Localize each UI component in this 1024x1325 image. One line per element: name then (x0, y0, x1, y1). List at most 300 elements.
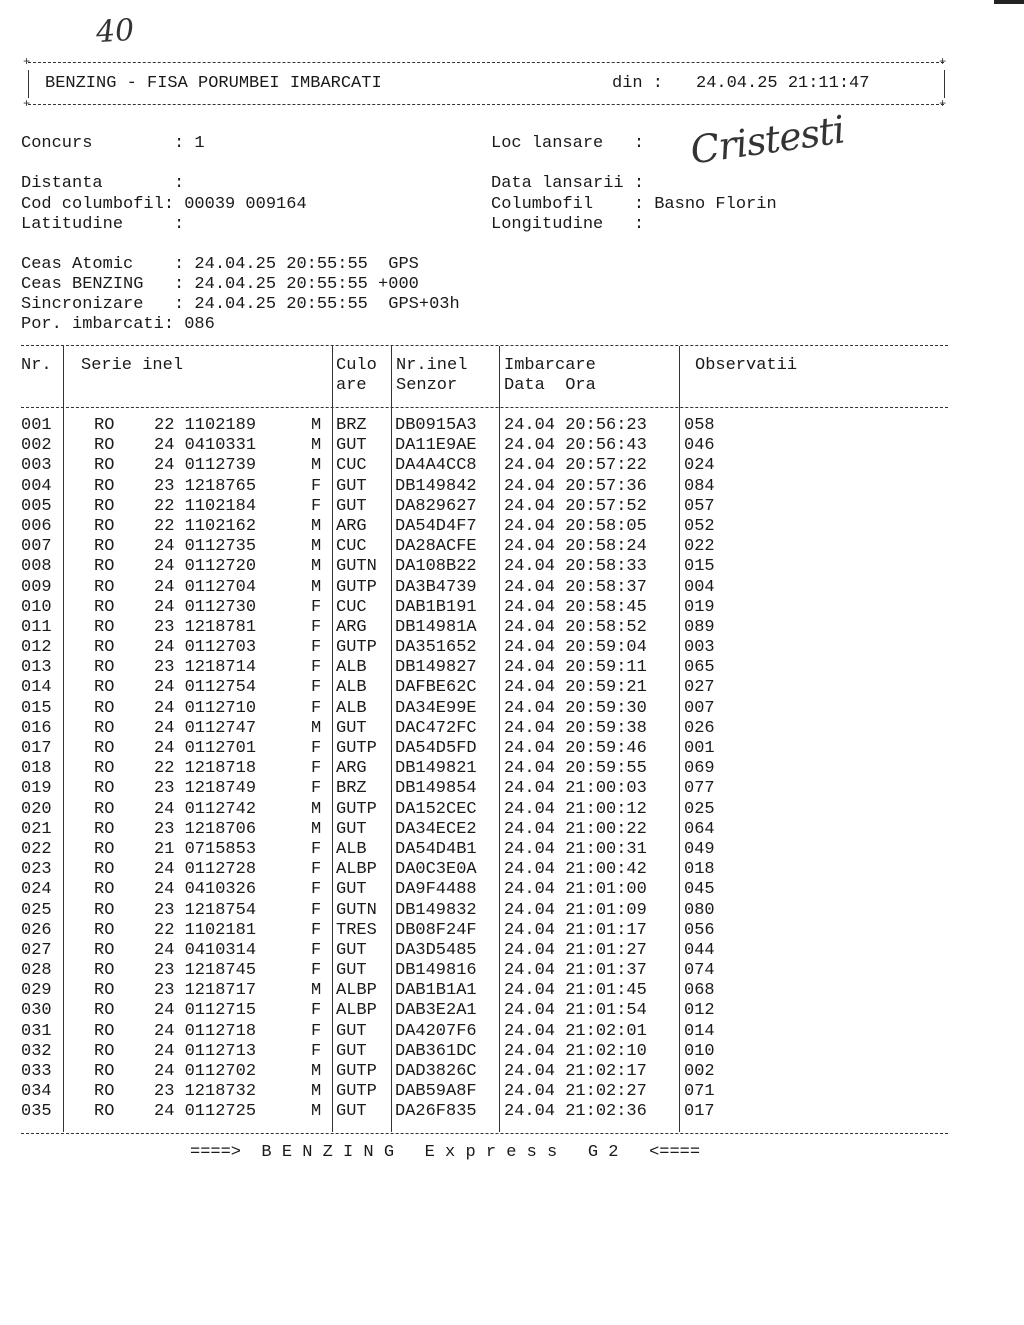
row-imbarcare: 24.04 21:00:31 (504, 839, 647, 859)
por-imbarcati-line: Por. imbarcati: 086 (21, 315, 215, 334)
row-culoare: GUTN (336, 557, 377, 577)
row-country: RO (94, 799, 115, 819)
row-culoare: ALB (336, 678, 367, 698)
row-sex: F (311, 678, 322, 698)
row-country: RO (94, 759, 115, 779)
row-sex: F (311, 638, 322, 658)
row-country: RO (94, 1041, 115, 1061)
row-nr: 009 (21, 577, 52, 597)
row-country: RO (94, 678, 115, 698)
row-serie: 23 1218754 (154, 900, 257, 920)
row-senzor: DA3D5485 (395, 940, 477, 960)
row-serie: 24 0410331 (154, 436, 257, 456)
columbofil-line: Columbofil : Basno Florin (491, 195, 777, 214)
row-senzor: DB149854 (395, 779, 477, 799)
row-nr: 014 (21, 678, 52, 698)
latitudine-line: Latitudine : (21, 215, 185, 234)
row-senzor: DAB1B191 (395, 597, 477, 617)
longitudine-line: Longitudine : (491, 215, 645, 234)
row-sex: M (311, 981, 322, 1001)
row-serie: 22 1102184 (154, 496, 257, 516)
row-country: RO (94, 476, 115, 496)
row-serie: 24 0112710 (154, 698, 257, 718)
row-nr: 030 (21, 1001, 52, 1021)
row-sex: M (311, 516, 322, 536)
row-nr: 005 (21, 496, 52, 516)
row-country: RO (94, 436, 115, 456)
row-senzor: DA3B4739 (395, 577, 477, 597)
row-country: RO (94, 940, 115, 960)
col-header-nr: Nr. (21, 356, 52, 375)
row-senzor: DA54D5FD (395, 739, 477, 758)
row-senzor: DAB361DC (395, 1041, 477, 1061)
row-sex: F (311, 940, 322, 960)
handwritten-page-number: 40 (94, 12, 136, 51)
row-imbarcare: 24.04 20:58:52 (504, 617, 647, 637)
row-observatii: 017 (684, 1102, 715, 1122)
row-culoare: ALB (336, 698, 367, 718)
row-nr: 015 (21, 698, 52, 718)
row-imbarcare: 24.04 21:02:27 (504, 1082, 647, 1102)
row-country: RO (94, 577, 115, 597)
table-header-bottom-border (21, 407, 948, 408)
col-header-imbarcare: Imbarcare (504, 356, 596, 375)
row-serie: 24 0112701 (154, 739, 257, 758)
header-corner-tl: + (23, 55, 31, 69)
row-senzor: DA11E9AE (395, 436, 477, 456)
row-sex: F (311, 476, 322, 496)
row-sex: M (311, 416, 322, 435)
row-imbarcare: 24.04 20:56:43 (504, 436, 647, 456)
row-senzor: DA829627 (395, 496, 477, 516)
row-sex: M (311, 819, 322, 839)
row-culoare: GUT (336, 819, 367, 839)
row-nr: 032 (21, 1041, 52, 1061)
row-serie: 23 1218765 (154, 476, 257, 496)
row-culoare: TRES (336, 920, 377, 940)
row-country: RO (94, 1062, 115, 1081)
row-serie: 24 0112728 (154, 860, 257, 880)
row-culoare: GUTP (336, 799, 377, 819)
row-observatii: 019 (684, 597, 715, 617)
row-senzor: DA108B22 (395, 557, 477, 577)
row-observatii: 068 (684, 981, 715, 1001)
report-date-label: din : (612, 74, 664, 93)
row-imbarcare: 24.04 21:02:10 (504, 1041, 647, 1061)
row-culoare: ALBP (336, 981, 377, 1001)
row-country: RO (94, 597, 115, 617)
row-observatii: 044 (684, 940, 715, 960)
header-right-border (944, 70, 945, 98)
row-nr: 016 (21, 718, 52, 738)
row-imbarcare: 24.04 21:01:17 (504, 920, 647, 940)
row-senzor: DB149827 (395, 658, 477, 678)
header-corner-tr: + (939, 55, 947, 69)
row-nr: 019 (21, 779, 52, 799)
row-serie: 24 0112747 (154, 718, 257, 738)
row-imbarcare: 24.04 21:02:01 (504, 1021, 647, 1041)
header-left-border (28, 70, 29, 98)
row-culoare: GUT (336, 436, 367, 456)
row-country: RO (94, 416, 115, 435)
row-sex: M (311, 436, 322, 456)
row-sex: F (311, 880, 322, 900)
row-senzor: DA4207F6 (395, 1021, 477, 1041)
row-senzor: DA152CEC (395, 799, 477, 819)
header-bottom-border (28, 104, 944, 105)
row-observatii: 003 (684, 638, 715, 658)
row-country: RO (94, 658, 115, 678)
row-nr: 011 (21, 617, 52, 637)
row-sex: M (311, 1082, 322, 1102)
row-observatii: 071 (684, 1082, 715, 1102)
row-senzor: DB149821 (395, 759, 477, 779)
row-senzor: DA54D4F7 (395, 516, 477, 536)
report-title: BENZING - FISA PORUMBEI IMBARCATI (45, 74, 382, 93)
row-country: RO (94, 981, 115, 1001)
row-sex: M (311, 1062, 322, 1081)
col-divider-4 (499, 346, 500, 1132)
row-culoare: CUC (336, 537, 367, 557)
row-culoare: ALB (336, 658, 367, 678)
row-observatii: 049 (684, 839, 715, 859)
col-divider-5 (679, 346, 680, 1132)
row-nr: 007 (21, 537, 52, 557)
row-observatii: 018 (684, 860, 715, 880)
row-imbarcare: 24.04 21:00:03 (504, 779, 647, 799)
row-sex: F (311, 658, 322, 678)
row-culoare: BRZ (336, 416, 367, 435)
row-observatii: 007 (684, 698, 715, 718)
row-serie: 24 0112704 (154, 577, 257, 597)
row-nr: 028 (21, 961, 52, 981)
row-sex: M (311, 456, 322, 476)
row-observatii: 064 (684, 819, 715, 839)
row-sex: M (311, 577, 322, 597)
row-senzor: DB149816 (395, 961, 477, 981)
row-imbarcare: 24.04 21:01:00 (504, 880, 647, 900)
row-senzor: DAB1B1A1 (395, 981, 477, 1001)
row-observatii: 025 (684, 799, 715, 819)
ceas-atomic-line: Ceas Atomic : 24.04.25 20:55:55 GPS (21, 255, 419, 274)
header-corner-bl: + (23, 97, 31, 111)
row-senzor: DB14981A (395, 617, 477, 637)
row-imbarcare: 24.04 21:01:54 (504, 1001, 647, 1021)
row-nr: 004 (21, 476, 52, 496)
row-senzor: DA28ACFE (395, 537, 477, 557)
row-nr: 025 (21, 900, 52, 920)
row-country: RO (94, 779, 115, 799)
row-nr: 012 (21, 638, 52, 658)
row-sex: F (311, 779, 322, 799)
row-imbarcare: 24.04 20:57:36 (504, 476, 647, 496)
row-sex: F (311, 698, 322, 718)
row-country: RO (94, 819, 115, 839)
row-sex: M (311, 537, 322, 557)
table-bottom-border (21, 1133, 948, 1134)
row-imbarcare: 24.04 20:59:11 (504, 658, 647, 678)
row-observatii: 014 (684, 1021, 715, 1041)
row-senzor: DB149842 (395, 476, 477, 496)
row-culoare: ALBP (336, 1001, 377, 1021)
row-observatii: 010 (684, 1041, 715, 1061)
row-nr: 035 (21, 1102, 52, 1122)
row-observatii: 089 (684, 617, 715, 637)
row-observatii: 012 (684, 1001, 715, 1021)
row-country: RO (94, 961, 115, 981)
row-serie: 24 0410326 (154, 880, 257, 900)
row-nr: 031 (21, 1021, 52, 1041)
row-culoare: ARG (336, 759, 367, 779)
row-nr: 026 (21, 920, 52, 940)
row-culoare: GUTP (336, 1082, 377, 1102)
row-country: RO (94, 920, 115, 940)
row-imbarcare: 24.04 20:56:23 (504, 416, 647, 435)
row-observatii: 004 (684, 577, 715, 597)
row-country: RO (94, 880, 115, 900)
row-culoare: GUTN (336, 900, 377, 920)
row-nr: 023 (21, 860, 52, 880)
row-senzor: DA9F4488 (395, 880, 477, 900)
row-observatii: 057 (684, 496, 715, 516)
row-serie: 24 0112715 (154, 1001, 257, 1021)
row-serie: 24 0112725 (154, 1102, 257, 1122)
row-senzor: DAC472FC (395, 718, 477, 738)
row-observatii: 056 (684, 920, 715, 940)
cod-columbofil-line: Cod columbofil: 00039 009164 (21, 195, 307, 214)
row-sex: F (311, 739, 322, 758)
row-observatii: 074 (684, 961, 715, 981)
row-sex: F (311, 1001, 322, 1021)
row-nr: 017 (21, 739, 52, 758)
row-senzor: DA54D4B1 (395, 839, 477, 859)
row-nr: 021 (21, 819, 52, 839)
row-serie: 24 0112739 (154, 456, 257, 476)
row-observatii: 045 (684, 880, 715, 900)
row-sex: F (311, 1021, 322, 1041)
row-senzor: DA26F835 (395, 1102, 477, 1122)
row-sex: F (311, 900, 322, 920)
row-sex: F (311, 759, 322, 779)
row-sex: M (311, 557, 322, 577)
row-country: RO (94, 516, 115, 536)
row-imbarcare: 24.04 20:59:38 (504, 718, 647, 738)
row-culoare: GUT (336, 880, 367, 900)
row-serie: 24 0112720 (154, 557, 257, 577)
row-country: RO (94, 1102, 115, 1122)
row-country: RO (94, 617, 115, 637)
row-culoare: ARG (336, 516, 367, 536)
row-sex: F (311, 496, 322, 516)
row-observatii: 026 (684, 718, 715, 738)
row-country: RO (94, 900, 115, 920)
row-serie: 24 0112730 (154, 597, 257, 617)
row-observatii: 080 (684, 900, 715, 920)
row-culoare: GUT (336, 496, 367, 516)
row-country: RO (94, 638, 115, 658)
col-header-are: are (336, 376, 367, 395)
col-header-data-ora: Data Ora (504, 376, 596, 395)
footer-banner: ====> B E N Z I N G E x p r e s s G 2 <==== (190, 1143, 701, 1162)
ceas-benzing-line: Ceas BENZING : 24.04.25 20:55:55 +000 (21, 275, 419, 294)
col-header-nrinel: Nr.inel (396, 356, 468, 375)
row-serie: 24 0112742 (154, 799, 257, 819)
row-culoare: GUTP (336, 577, 377, 597)
row-sex: F (311, 617, 322, 637)
row-serie: 24 0112735 (154, 537, 257, 557)
row-serie: 23 1218714 (154, 658, 257, 678)
row-serie: 24 0410314 (154, 940, 257, 960)
row-nr: 010 (21, 597, 52, 617)
row-serie: 23 1218732 (154, 1082, 257, 1102)
row-nr: 002 (21, 436, 52, 456)
row-culoare: GUT (336, 1102, 367, 1122)
col-header-serie: Serie inel (81, 356, 184, 375)
row-culoare: GUT (336, 940, 367, 960)
row-nr: 018 (21, 759, 52, 779)
row-sex: M (311, 1102, 322, 1122)
row-imbarcare: 24.04 20:58:24 (504, 537, 647, 557)
row-imbarcare: 24.04 20:58:05 (504, 516, 647, 536)
row-culoare: GUT (336, 476, 367, 496)
col-divider-2 (332, 346, 333, 1132)
row-observatii: 077 (684, 779, 715, 799)
row-culoare: GUT (336, 1021, 367, 1041)
row-imbarcare: 24.04 21:01:45 (504, 981, 647, 1001)
row-nr: 027 (21, 940, 52, 960)
row-country: RO (94, 456, 115, 476)
row-sex: F (311, 860, 322, 880)
row-imbarcare: 24.04 21:00:42 (504, 860, 647, 880)
row-imbarcare: 24.04 21:00:12 (504, 799, 647, 819)
row-observatii: 001 (684, 739, 715, 758)
row-serie: 24 0112718 (154, 1021, 257, 1041)
row-nr: 008 (21, 557, 52, 577)
row-imbarcare: 24.04 21:00:22 (504, 819, 647, 839)
row-nr: 024 (21, 880, 52, 900)
row-culoare: CUC (336, 456, 367, 476)
row-nr: 033 (21, 1062, 52, 1081)
row-sex: F (311, 839, 322, 859)
row-senzor: DA4A4CC8 (395, 456, 477, 476)
row-culoare: GUT (336, 718, 367, 738)
row-culoare: GUTP (336, 1062, 377, 1081)
row-sex: F (311, 920, 322, 940)
row-nr: 013 (21, 658, 52, 678)
header-top-border (28, 62, 944, 63)
loc-lansare-label: Loc lansare : (491, 134, 645, 153)
row-observatii: 084 (684, 476, 715, 496)
row-senzor: DAB59A8F (395, 1082, 477, 1102)
row-culoare: GUTP (336, 638, 377, 658)
row-serie: 23 1218781 (154, 617, 257, 637)
row-imbarcare: 24.04 21:01:09 (504, 900, 647, 920)
row-sex: M (311, 799, 322, 819)
header-corner-br: + (939, 97, 947, 111)
row-country: RO (94, 698, 115, 718)
col-divider-1 (63, 346, 64, 1132)
row-serie: 24 0112713 (154, 1041, 257, 1061)
row-imbarcare: 24.04 21:01:27 (504, 940, 647, 960)
row-serie: 24 0112702 (154, 1062, 257, 1081)
row-sex: F (311, 961, 322, 981)
row-imbarcare: 24.04 20:59:21 (504, 678, 647, 698)
col-header-culo: Culo (336, 356, 377, 375)
row-culoare: GUTP (336, 739, 377, 758)
row-culoare: GUT (336, 961, 367, 981)
row-country: RO (94, 1082, 115, 1102)
row-imbarcare: 24.04 20:57:52 (504, 496, 647, 516)
row-country: RO (94, 718, 115, 738)
row-observatii: 058 (684, 416, 715, 435)
row-senzor: DB08F24F (395, 920, 477, 940)
distanta-line: Distanta : (21, 174, 185, 193)
row-serie: 22 1102181 (154, 920, 257, 940)
row-imbarcare: 24.04 20:58:45 (504, 597, 647, 617)
row-serie: 24 0112754 (154, 678, 257, 698)
row-observatii: 027 (684, 678, 715, 698)
row-country: RO (94, 496, 115, 516)
row-country: RO (94, 1021, 115, 1041)
table-top-border (21, 345, 948, 346)
row-nr: 029 (21, 981, 52, 1001)
row-nr: 003 (21, 456, 52, 476)
row-serie: 23 1218749 (154, 779, 257, 799)
row-country: RO (94, 537, 115, 557)
row-culoare: ALBP (336, 860, 377, 880)
concurs-line: Concurs : 1 (21, 134, 205, 153)
row-imbarcare: 24.04 20:59:46 (504, 739, 647, 758)
report-date-value: 24.04.25 21:11:47 (696, 74, 870, 93)
row-serie: 23 1218706 (154, 819, 257, 839)
row-sex: M (311, 718, 322, 738)
row-senzor: DAB3E2A1 (395, 1001, 477, 1021)
row-senzor: DA351652 (395, 638, 477, 658)
row-senzor: DB0915A3 (395, 416, 477, 435)
data-lansarii-line: Data lansarii : (491, 174, 645, 193)
row-imbarcare: 24.04 20:58:37 (504, 577, 647, 597)
row-culoare: BRZ (336, 779, 367, 799)
row-serie: 22 1218718 (154, 759, 257, 779)
row-observatii: 065 (684, 658, 715, 678)
row-serie: 22 1102162 (154, 516, 257, 536)
row-observatii: 015 (684, 557, 715, 577)
row-sex: F (311, 1041, 322, 1061)
row-serie: 23 1218717 (154, 981, 257, 1001)
row-serie: 24 0112703 (154, 638, 257, 658)
row-sex: F (311, 597, 322, 617)
col-header-senzor: Senzor (396, 376, 458, 395)
row-senzor: DA0C3E0A (395, 860, 477, 880)
row-senzor: DAD3826C (395, 1062, 477, 1081)
row-imbarcare: 24.04 20:59:55 (504, 759, 647, 779)
row-country: RO (94, 739, 115, 758)
row-nr: 006 (21, 516, 52, 536)
row-imbarcare: 24.04 20:59:04 (504, 638, 647, 658)
row-culoare: CUC (336, 597, 367, 617)
row-imbarcare: 24.04 21:01:37 (504, 961, 647, 981)
row-senzor: DA34ECE2 (395, 819, 477, 839)
row-senzor: DA34E99E (395, 698, 477, 718)
row-observatii: 069 (684, 759, 715, 779)
sincronizare-line: Sincronizare : 24.04.25 20:55:55 GPS+03h (21, 295, 460, 314)
row-imbarcare: 24.04 21:02:17 (504, 1062, 647, 1081)
row-imbarcare: 24.04 20:58:33 (504, 557, 647, 577)
row-serie: 23 1218745 (154, 961, 257, 981)
row-observatii: 052 (684, 516, 715, 536)
row-senzor: DAFBE62C (395, 678, 477, 698)
row-country: RO (94, 1001, 115, 1021)
